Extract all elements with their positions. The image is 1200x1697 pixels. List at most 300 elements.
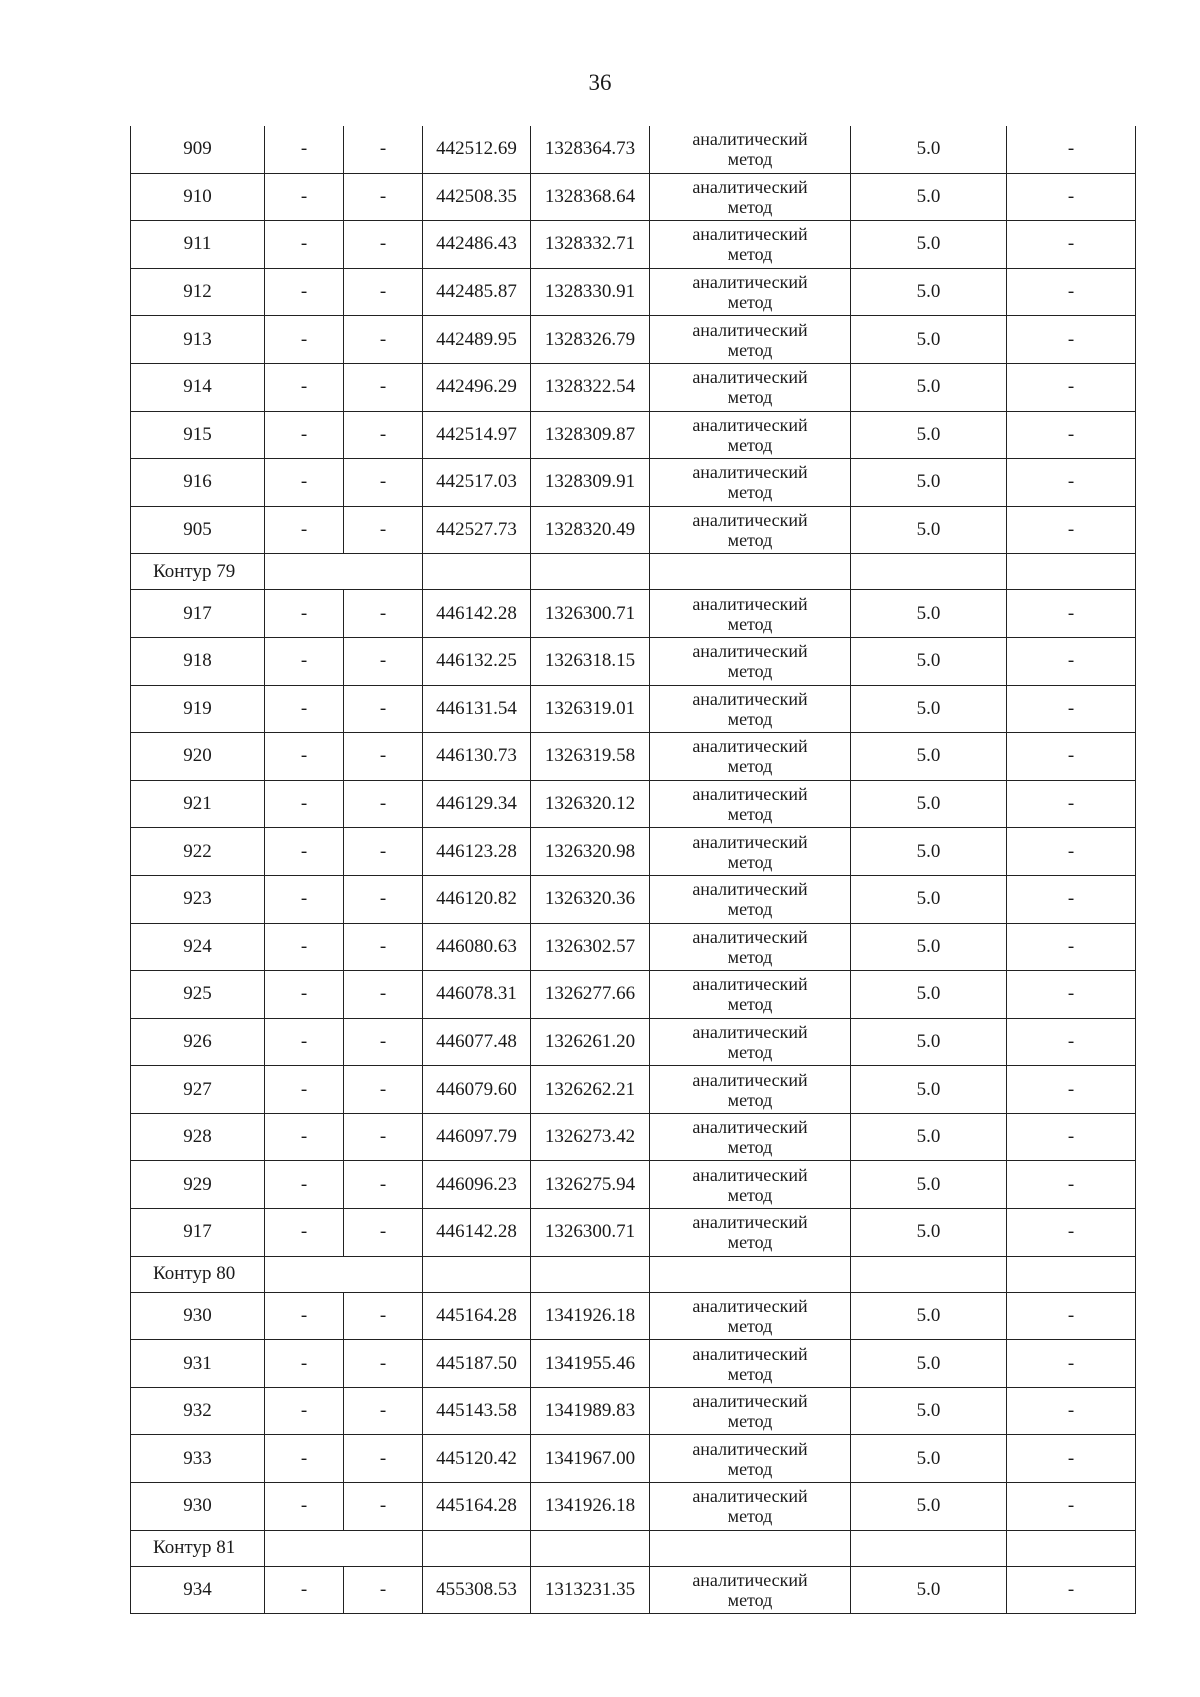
- dash-cell: -: [344, 875, 423, 923]
- dash-cell: -: [1007, 1566, 1136, 1614]
- x-coordinate-cell: 446120.82: [423, 875, 531, 923]
- method-text-line2: метод: [727, 387, 773, 408]
- method-text-line2: метод: [727, 244, 773, 265]
- x-coordinate-cell: 442512.69: [423, 126, 531, 173]
- method-text-line1: аналитический: [692, 510, 808, 531]
- accuracy-cell: 5.0: [851, 733, 1007, 781]
- method-text-line1: аналитический: [692, 831, 808, 852]
- point-number-cell: 919: [131, 685, 265, 733]
- dash-cell: -: [1007, 459, 1136, 507]
- dash-cell: -: [1007, 1483, 1136, 1531]
- method-text-line2: метод: [727, 434, 773, 455]
- y-coordinate-cell: 1326320.98: [531, 828, 650, 876]
- method-cell: [650, 506, 851, 554]
- x-coordinate-cell: 446131.54: [423, 685, 531, 733]
- dash-cell: -: [1007, 1161, 1136, 1209]
- method-text-line1: аналитический: [692, 129, 808, 150]
- point-number-cell: 930: [131, 1483, 265, 1531]
- accuracy-cell: 5.0: [851, 1435, 1007, 1483]
- point-number-cell: 925: [131, 971, 265, 1019]
- table-row: [131, 733, 1136, 781]
- x-coordinate-cell: 442514.97: [423, 411, 531, 459]
- dash-cell: -: [1007, 1209, 1136, 1257]
- point-number-cell: 927: [131, 1066, 265, 1114]
- method-cell: [650, 1435, 851, 1483]
- dash-cell: -: [265, 780, 344, 828]
- empty-cell: [851, 1256, 1007, 1292]
- accuracy-cell: 5.0: [851, 1292, 1007, 1340]
- method-text-line1: аналитический: [692, 1438, 808, 1459]
- y-coordinate-cell: 1326273.42: [531, 1113, 650, 1161]
- dash-cell: -: [265, 506, 344, 554]
- empty-cell: [423, 1256, 531, 1292]
- x-coordinate-cell: 445120.42: [423, 1435, 531, 1483]
- table-row: [131, 1209, 1136, 1257]
- dash-cell: -: [344, 173, 423, 221]
- y-coordinate-cell: 1328320.49: [531, 506, 650, 554]
- dash-cell: -: [1007, 1292, 1136, 1340]
- dash-cell: -: [265, 411, 344, 459]
- table-row: [131, 126, 1136, 173]
- method-text-line2: метод: [727, 613, 773, 634]
- method-cell: [650, 971, 851, 1019]
- point-number-cell: 910: [131, 173, 265, 221]
- y-coordinate-cell: 1326262.21: [531, 1066, 650, 1114]
- y-coordinate-cell: 1326320.36: [531, 875, 650, 923]
- method-cell: [650, 1387, 851, 1435]
- method-text-line1: аналитический: [692, 224, 808, 245]
- method-text-line1: аналитический: [692, 1569, 808, 1590]
- accuracy-cell: 5.0: [851, 506, 1007, 554]
- dash-cell: -: [344, 971, 423, 1019]
- y-coordinate-cell: 1328330.91: [531, 268, 650, 316]
- method-text-line2: метод: [727, 851, 773, 872]
- dash-cell: -: [344, 411, 423, 459]
- accuracy-cell: 5.0: [851, 459, 1007, 507]
- dash-cell: -: [265, 733, 344, 781]
- method-cell: [650, 828, 851, 876]
- accuracy-cell: 5.0: [851, 268, 1007, 316]
- x-coordinate-cell: 446130.73: [423, 733, 531, 781]
- dash-cell: -: [1007, 828, 1136, 876]
- method-cell: [650, 923, 851, 971]
- empty-cell: [1007, 554, 1136, 590]
- method-text-line2: метод: [727, 1232, 773, 1253]
- y-coordinate-cell: 1328364.73: [531, 126, 650, 173]
- method-cell: [650, 126, 851, 173]
- table-row: [131, 685, 1136, 733]
- point-number-cell: 923: [131, 875, 265, 923]
- dash-cell: -: [344, 316, 423, 364]
- dash-cell: -: [265, 685, 344, 733]
- point-number-cell: 917: [131, 590, 265, 638]
- dash-cell: -: [344, 1066, 423, 1114]
- method-cell: [650, 411, 851, 459]
- method-text-line1: аналитический: [692, 1486, 808, 1507]
- dash-cell: -: [344, 828, 423, 876]
- y-coordinate-cell: 1326302.57: [531, 923, 650, 971]
- dash-cell: -: [265, 923, 344, 971]
- point-number-cell: 914: [131, 363, 265, 411]
- empty-cell: [531, 554, 650, 590]
- x-coordinate-cell: 446142.28: [423, 590, 531, 638]
- dash-cell: -: [344, 1018, 423, 1066]
- y-coordinate-cell: 1328322.54: [531, 363, 650, 411]
- table-row: [131, 1292, 1136, 1340]
- x-coordinate-cell: 445164.28: [423, 1292, 531, 1340]
- table-row: [131, 411, 1136, 459]
- dash-cell: -: [344, 459, 423, 507]
- y-coordinate-cell: 1341926.18: [531, 1292, 650, 1340]
- point-number-cell: 909: [131, 126, 265, 173]
- point-number-cell: 932: [131, 1387, 265, 1435]
- y-coordinate-cell: 1328309.87: [531, 411, 650, 459]
- method-cell: [650, 780, 851, 828]
- coordinates-table: [130, 126, 1136, 1614]
- dash-cell: -: [344, 506, 423, 554]
- dash-cell: -: [265, 173, 344, 221]
- dash-cell: -: [344, 1435, 423, 1483]
- table-row: [131, 221, 1136, 269]
- dash-cell: -: [1007, 590, 1136, 638]
- y-coordinate-cell: 1326300.71: [531, 590, 650, 638]
- empty-cell: [265, 1256, 423, 1292]
- empty-cell: [423, 1530, 531, 1566]
- accuracy-cell: 5.0: [851, 411, 1007, 459]
- accuracy-cell: 5.0: [851, 1113, 1007, 1161]
- method-text-line2: метод: [727, 1589, 773, 1610]
- method-cell: [650, 685, 851, 733]
- method-cell: [650, 637, 851, 685]
- dash-cell: -: [265, 637, 344, 685]
- method-text-line1: аналитический: [692, 974, 808, 995]
- point-number-cell: 928: [131, 1113, 265, 1161]
- table-row: [131, 459, 1136, 507]
- table-row: [131, 363, 1136, 411]
- x-coordinate-cell: 446132.25: [423, 637, 531, 685]
- contour-label: Контур 80: [131, 1256, 265, 1292]
- method-text-line1: аналитический: [692, 1295, 808, 1316]
- point-number-cell: 911: [131, 221, 265, 269]
- dash-cell: -: [265, 828, 344, 876]
- method-text-line1: аналитический: [692, 176, 808, 197]
- method-cell: [650, 1113, 851, 1161]
- accuracy-cell: 5.0: [851, 637, 1007, 685]
- dash-cell: -: [1007, 1340, 1136, 1388]
- method-text-line2: метод: [727, 661, 773, 682]
- y-coordinate-cell: 1341955.46: [531, 1340, 650, 1388]
- method-text-line2: метод: [727, 756, 773, 777]
- dash-cell: -: [265, 1387, 344, 1435]
- contour-header-row: [131, 1530, 1136, 1566]
- dash-cell: -: [344, 685, 423, 733]
- method-text-line2: метод: [727, 946, 773, 967]
- point-number-cell: 922: [131, 828, 265, 876]
- method-text-line1: аналитический: [692, 593, 808, 614]
- point-number-cell: 931: [131, 1340, 265, 1388]
- x-coordinate-cell: 445187.50: [423, 1340, 531, 1388]
- dash-cell: -: [344, 637, 423, 685]
- dash-cell: -: [1007, 685, 1136, 733]
- empty-cell: [265, 554, 423, 590]
- accuracy-cell: 5.0: [851, 1161, 1007, 1209]
- method-text-line2: метод: [727, 899, 773, 920]
- empty-cell: [265, 1530, 423, 1566]
- dash-cell: -: [344, 1209, 423, 1257]
- y-coordinate-cell: 1326319.58: [531, 733, 650, 781]
- dash-cell: -: [1007, 1066, 1136, 1114]
- y-coordinate-cell: 1341989.83: [531, 1387, 650, 1435]
- method-cell: [650, 1209, 851, 1257]
- accuracy-cell: 5.0: [851, 828, 1007, 876]
- accuracy-cell: 5.0: [851, 1209, 1007, 1257]
- method-text-line2: метод: [727, 1089, 773, 1110]
- empty-cell: [1007, 1256, 1136, 1292]
- empty-cell: [531, 1256, 650, 1292]
- method-cell: [650, 221, 851, 269]
- x-coordinate-cell: 446129.34: [423, 780, 531, 828]
- dash-cell: -: [1007, 221, 1136, 269]
- method-cell: [650, 1018, 851, 1066]
- point-number-cell: 929: [131, 1161, 265, 1209]
- dash-cell: -: [265, 316, 344, 364]
- method-text-line1: аналитический: [692, 1117, 808, 1138]
- dash-cell: -: [1007, 363, 1136, 411]
- y-coordinate-cell: 1326275.94: [531, 1161, 650, 1209]
- method-cell: [650, 173, 851, 221]
- y-coordinate-cell: 1341967.00: [531, 1435, 650, 1483]
- point-number-cell: 905: [131, 506, 265, 554]
- method-cell: [650, 1292, 851, 1340]
- dash-cell: -: [1007, 1387, 1136, 1435]
- method-text-line2: метод: [727, 1411, 773, 1432]
- point-number-cell: 934: [131, 1566, 265, 1614]
- method-text-line1: аналитический: [692, 688, 808, 709]
- dash-cell: -: [1007, 733, 1136, 781]
- method-text-line2: метод: [727, 804, 773, 825]
- table-row: [131, 1340, 1136, 1388]
- method-text-line2: метод: [727, 1137, 773, 1158]
- accuracy-cell: 5.0: [851, 363, 1007, 411]
- dash-cell: -: [344, 1483, 423, 1531]
- point-number-cell: 924: [131, 923, 265, 971]
- accuracy-cell: 5.0: [851, 875, 1007, 923]
- empty-cell: [650, 1530, 851, 1566]
- x-coordinate-cell: 445143.58: [423, 1387, 531, 1435]
- dash-cell: -: [265, 875, 344, 923]
- point-number-cell: 917: [131, 1209, 265, 1257]
- method-text-line2: метод: [727, 1184, 773, 1205]
- method-text-line2: метод: [727, 1506, 773, 1527]
- dash-cell: -: [344, 1340, 423, 1388]
- table-row: [131, 780, 1136, 828]
- dash-cell: -: [1007, 1018, 1136, 1066]
- method-text-line2: метод: [727, 196, 773, 217]
- table-row: [131, 1566, 1136, 1614]
- dash-cell: -: [344, 1387, 423, 1435]
- method-cell: [650, 1161, 851, 1209]
- x-coordinate-cell: 442508.35: [423, 173, 531, 221]
- method-text-line2: метод: [727, 1458, 773, 1479]
- dash-cell: -: [265, 590, 344, 638]
- dash-cell: -: [1007, 316, 1136, 364]
- dash-cell: -: [265, 363, 344, 411]
- x-coordinate-cell: 446096.23: [423, 1161, 531, 1209]
- table-row: [131, 923, 1136, 971]
- page-number: 36: [588, 70, 612, 95]
- accuracy-cell: 5.0: [851, 590, 1007, 638]
- y-coordinate-cell: 1341926.18: [531, 1483, 650, 1531]
- table-row: [131, 637, 1136, 685]
- empty-cell: [650, 554, 851, 590]
- dash-cell: -: [265, 1113, 344, 1161]
- dash-cell: -: [1007, 923, 1136, 971]
- dash-cell: -: [344, 780, 423, 828]
- x-coordinate-cell: 442527.73: [423, 506, 531, 554]
- table-row: [131, 1161, 1136, 1209]
- method-text-line1: аналитический: [692, 879, 808, 900]
- method-text-line1: аналитический: [692, 1391, 808, 1412]
- dash-cell: -: [265, 1066, 344, 1114]
- empty-cell: [851, 1530, 1007, 1566]
- method-cell: [650, 1566, 851, 1614]
- method-cell: [650, 459, 851, 507]
- dash-cell: -: [265, 459, 344, 507]
- method-cell: [650, 316, 851, 364]
- accuracy-cell: 5.0: [851, 780, 1007, 828]
- method-cell: [650, 1066, 851, 1114]
- accuracy-cell: 5.0: [851, 1340, 1007, 1388]
- method-text-line2: метод: [727, 1315, 773, 1336]
- table-row: [131, 1113, 1136, 1161]
- method-text-line2: метод: [727, 149, 773, 170]
- method-text-line1: аналитический: [692, 462, 808, 483]
- dash-cell: -: [265, 268, 344, 316]
- dash-cell: -: [265, 1435, 344, 1483]
- dash-cell: -: [344, 590, 423, 638]
- method-text-line1: аналитический: [692, 1343, 808, 1364]
- table-row: [131, 1066, 1136, 1114]
- x-coordinate-cell: 446123.28: [423, 828, 531, 876]
- accuracy-cell: 5.0: [851, 316, 1007, 364]
- point-number-cell: 930: [131, 1292, 265, 1340]
- dash-cell: -: [344, 1161, 423, 1209]
- x-coordinate-cell: 442489.95: [423, 316, 531, 364]
- dash-cell: -: [265, 126, 344, 173]
- empty-cell: [1007, 1530, 1136, 1566]
- method-text-line1: аналитический: [692, 1212, 808, 1233]
- method-text-line1: аналитический: [692, 1164, 808, 1185]
- y-coordinate-cell: 1328332.71: [531, 221, 650, 269]
- table-row: [131, 828, 1136, 876]
- dash-cell: -: [1007, 506, 1136, 554]
- point-number-cell: 915: [131, 411, 265, 459]
- accuracy-cell: 5.0: [851, 1483, 1007, 1531]
- table-row: [131, 1483, 1136, 1531]
- accuracy-cell: 5.0: [851, 221, 1007, 269]
- dash-cell: -: [344, 1292, 423, 1340]
- table-row: [131, 1387, 1136, 1435]
- y-coordinate-cell: 1328326.79: [531, 316, 650, 364]
- method-text-line1: аналитический: [692, 1069, 808, 1090]
- dash-cell: -: [265, 971, 344, 1019]
- method-cell: [650, 268, 851, 316]
- dash-cell: -: [344, 733, 423, 781]
- dash-cell: -: [265, 1209, 344, 1257]
- dash-cell: -: [265, 1566, 344, 1614]
- dash-cell: -: [1007, 173, 1136, 221]
- empty-cell: [531, 1530, 650, 1566]
- table-row: [131, 506, 1136, 554]
- y-coordinate-cell: 1326277.66: [531, 971, 650, 1019]
- dash-cell: -: [265, 1018, 344, 1066]
- method-text-line1: аналитический: [692, 736, 808, 757]
- contour-header-row: [131, 1256, 1136, 1292]
- table-row: [131, 268, 1136, 316]
- accuracy-cell: 5.0: [851, 923, 1007, 971]
- method-text-line1: аналитический: [692, 784, 808, 805]
- method-text-line1: аналитический: [692, 414, 808, 435]
- accuracy-cell: 5.0: [851, 685, 1007, 733]
- table-row: [131, 971, 1136, 1019]
- dash-cell: -: [265, 1161, 344, 1209]
- method-cell: [650, 1340, 851, 1388]
- y-coordinate-cell: 1326261.20: [531, 1018, 650, 1066]
- y-coordinate-cell: 1326318.15: [531, 637, 650, 685]
- dash-cell: -: [1007, 126, 1136, 173]
- accuracy-cell: 5.0: [851, 1066, 1007, 1114]
- dash-cell: -: [344, 221, 423, 269]
- accuracy-cell: 5.0: [851, 971, 1007, 1019]
- contour-label: Контур 81: [131, 1530, 265, 1566]
- method-text-line2: метод: [727, 708, 773, 729]
- method-text-line2: метод: [727, 339, 773, 360]
- method-cell: [650, 875, 851, 923]
- contour-label: Контур 79: [131, 554, 265, 590]
- point-number-cell: 913: [131, 316, 265, 364]
- dash-cell: -: [1007, 637, 1136, 685]
- point-number-cell: 920: [131, 733, 265, 781]
- dash-cell: -: [1007, 1113, 1136, 1161]
- point-number-cell: 912: [131, 268, 265, 316]
- dash-cell: -: [265, 1340, 344, 1388]
- method-text-line1: аналитический: [692, 272, 808, 293]
- dash-cell: -: [344, 923, 423, 971]
- point-number-cell: 933: [131, 1435, 265, 1483]
- accuracy-cell: 5.0: [851, 1018, 1007, 1066]
- y-coordinate-cell: 1326300.71: [531, 1209, 650, 1257]
- table-row: [131, 1018, 1136, 1066]
- method-cell: [650, 590, 851, 638]
- dash-cell: -: [1007, 780, 1136, 828]
- method-text-line2: метод: [727, 482, 773, 503]
- dash-cell: -: [1007, 1435, 1136, 1483]
- dash-cell: -: [1007, 875, 1136, 923]
- x-coordinate-cell: 445164.28: [423, 1483, 531, 1531]
- dash-cell: -: [1007, 411, 1136, 459]
- x-coordinate-cell: 455308.53: [423, 1566, 531, 1614]
- y-coordinate-cell: 1328309.91: [531, 459, 650, 507]
- point-number-cell: 921: [131, 780, 265, 828]
- method-text-line2: метод: [727, 1363, 773, 1384]
- empty-cell: [851, 554, 1007, 590]
- y-coordinate-cell: 1326319.01: [531, 685, 650, 733]
- table-row: [131, 173, 1136, 221]
- table-row: [131, 1435, 1136, 1483]
- point-number-cell: 926: [131, 1018, 265, 1066]
- dash-cell: -: [344, 1113, 423, 1161]
- x-coordinate-cell: 442486.43: [423, 221, 531, 269]
